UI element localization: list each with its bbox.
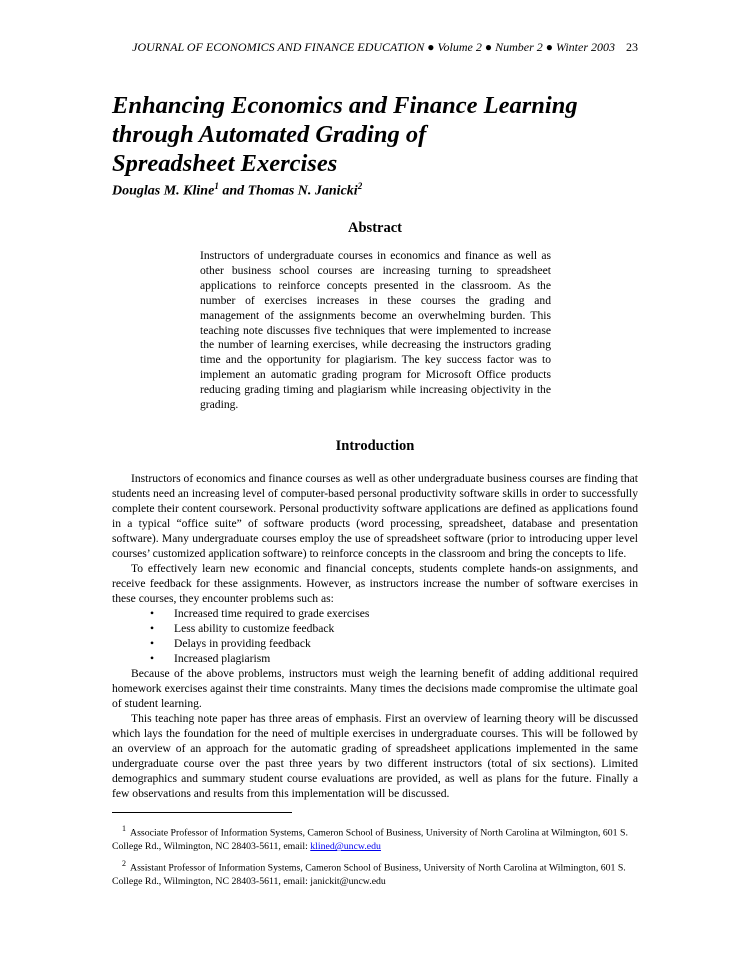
footnote-1-mark: 1 xyxy=(122,824,126,833)
footnote-2-text: Assistant Professor of Information Systems, Cameron School of Business, University of North Carolina at Wilmington, 601 S. College Rd., Wilmington, NC 28403-5611, email: janickit@uncw.edu xyxy=(112,862,626,888)
footnote-2-mark: 2 xyxy=(122,859,126,868)
footnote-1-text: Associate Professor of Information Systems, Cameron School of Business, University of North Carolina at Wilmington, 601 S. College Rd., Wilmington, NC 28403-5611, email: xyxy=(112,827,628,853)
intro-paragraph-4: This teaching note paper has three areas of emphasis. First an overview of learning theory will be discussed which lays the foundation for the need of multiple exercises in undergraduate courses. This will be followed by an overview of an approach for the automatic grading of spreadsheet applications implemented in the same undergraduate course over the past three years by two different instructors (total of six sections). Limited demographics and summary student course evaluations are provided, as well as plans for the future. Finally a few observations and results from this implementation will be discussed. xyxy=(112,712,638,800)
author-line xyxy=(112,181,362,200)
introduction-body xyxy=(112,471,638,801)
paper-title xyxy=(112,91,652,178)
author-2-footnote-mark: 2 xyxy=(357,181,363,191)
list-item: • Less ability to customize feedback xyxy=(112,621,638,636)
title-line-3: Spreadsheet Exercises xyxy=(112,150,338,177)
footnote-2 xyxy=(112,857,638,889)
list-item: • Delays in providing feedback xyxy=(112,636,638,651)
intro-paragraph-1: Instructors of economics and finance courses as well as other undergraduate business courses are finding that students need an increasing level of computer-based personal productivity software skills in order to successfully complete their content coursework. Personal productivity software applications are defined as applications found in a typical “office suite” of software products (word processing, spreadsheet, database and presentation software). Many undergraduate courses employ the use of spreadsheet software (prior to introducing upper level courses’ customized application software) to reinforce concepts in the classroom and bring the concepts to life. xyxy=(112,472,638,560)
footnote-divider xyxy=(112,812,292,813)
journal-header-text: JOURNAL OF ECONOMICS AND FINANCE EDUCATION ● Volume 2 ● Number 2 ● Winter 2003 xyxy=(132,40,615,54)
author-1-email-link[interactable]: klined@uncw.edu xyxy=(310,841,381,853)
title-line-1: Enhancing Economics and Finance Learning xyxy=(112,92,578,119)
list-item: • Increased time required to grade exercises xyxy=(112,606,638,621)
intro-paragraph-3: Because of the above problems, instructors must weigh the learning benefit of adding additional required homework exercises against their time constraints. Many times the decisions made compromise the ultimate goal of student learning. xyxy=(112,667,638,710)
problem-list xyxy=(112,606,638,666)
abstract-heading: Abstract xyxy=(348,220,402,236)
author-1-name: Douglas M. Kline xyxy=(112,183,215,199)
abstract-text: Instructors of undergraduate courses in economics and finance as well as other business school courses are increasing turning to spreadsheet applications to reinforce concepts presented in the classroom. As the number of exercises increases in these courses the grading and management of the assignments become an overwhelming burden. This teaching note discusses five techniques that were implemented to increase the number of learning exercises, while decreasing the instructors grading time and the opportunity for plagiarism. The key success factor was to implement an automatic grading program for Microsoft Office products reducing grading timing and plagiarism while increasing objectivity in the grading. xyxy=(200,249,551,412)
introduction-heading: Introduction xyxy=(335,438,415,454)
page-number: 23 xyxy=(626,40,638,54)
running-head xyxy=(112,40,638,55)
author-1-footnote-mark: 1 xyxy=(214,181,219,191)
title-line-2: through Automated Grading of xyxy=(112,121,427,148)
author-conjunction: and xyxy=(218,183,248,199)
author-2-name: Thomas N. Janicki xyxy=(247,183,358,199)
intro-paragraph-2: To effectively learn new economic and financial concepts, students complete hands-on assignments, and receive feedback for these assignments. However, as instructors increase the number of software exercises in these courses, they encounter problems such as: xyxy=(112,562,638,605)
list-item: • Increased plagiarism xyxy=(112,651,638,666)
footnote-1 xyxy=(112,822,638,854)
